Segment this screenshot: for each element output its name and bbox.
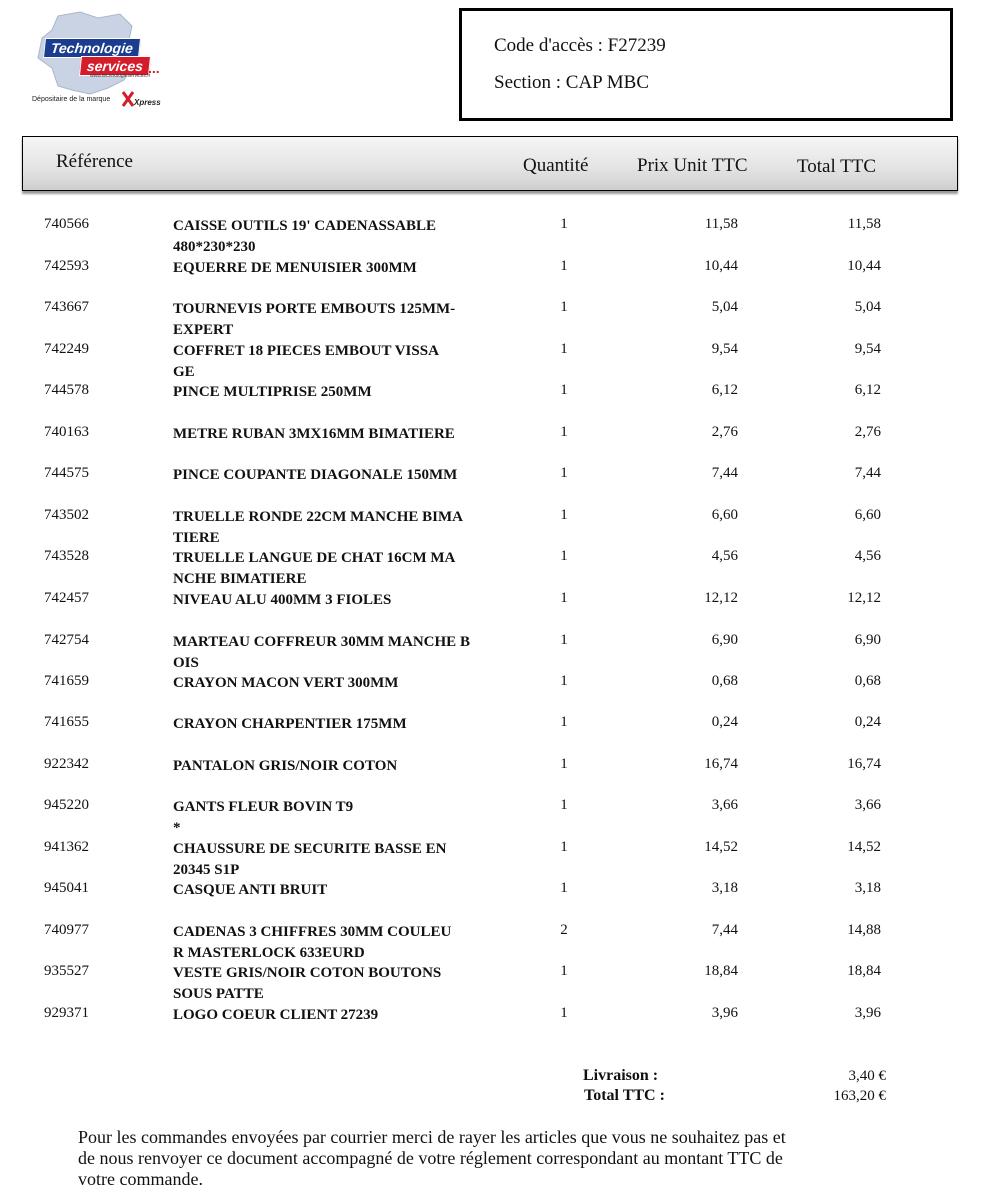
company-logo [28,8,168,108]
item-reference: 744578 [44,382,89,398]
item-total: 6,12 [854,382,881,398]
item-unit-price: 6,60 [711,507,738,523]
item-reference: 740163 [44,424,89,440]
item-description: GANTS FLEUR BOVIN T9 * [173,799,354,836]
logo-depositaire: Dépositaire de la marque [32,96,111,103]
item-reference: 743502 [44,507,89,523]
item-description: MARTEAU COFFREUR 30MM MANCHE B OIS [173,634,470,671]
item-quantity: 1 [560,465,568,481]
delivery-label: Livraison : [583,1067,659,1084]
item-total: 10,44 [847,258,881,274]
item-total: 14,52 [847,839,881,855]
item-total: 18,84 [847,963,881,979]
total-label: Total TTC : [584,1087,665,1104]
item-quantity: 1 [560,590,568,606]
table-row [0,839,983,879]
item-unit-price: 0,24 [711,714,738,730]
item-reference: 941362 [44,839,89,855]
item-total: 3,66 [854,797,881,813]
table-row [0,714,983,754]
item-description: PINCE COUPANTE DIAGONALE 150MM [173,467,458,483]
item-unit-price: 6,12 [711,382,738,398]
table-row [0,963,983,1003]
column-header-reference: Référence [56,151,133,172]
item-total: 3,96 [854,1005,881,1021]
item-quantity: 1 [560,1005,568,1021]
brand-logo-icon [121,90,165,108]
item-quantity: 1 [560,839,568,855]
table-row [0,258,983,298]
item-unit-price: 3,66 [711,797,738,813]
item-total: 0,24 [854,714,881,730]
item-reference: 935527 [44,963,89,979]
column-header-total: Total TTC [797,156,877,177]
table-row [0,922,983,962]
item-reference: 929371 [44,1005,89,1021]
item-quantity: 1 [560,424,568,440]
table-row [0,756,983,796]
item-quantity: 1 [560,797,568,813]
item-quantity: 1 [560,507,568,523]
item-description: COFFRET 18 PIECES EMBOUT VISSA GE [173,343,439,380]
item-total: 11,58 [847,216,881,232]
item-description: EQUERRE DE MENUISIER 300MM [173,260,417,276]
item-total: 2,76 [854,424,881,440]
item-reference: 742249 [44,341,89,357]
item-description: CADENAS 3 CHIFFRES 30MM COULEU R MASTERLOCK 633EURD [173,924,452,961]
item-description: VESTE GRIS/NOIR COTON BOUTONS SOUS PATTE [173,965,442,1002]
access-info-box [459,8,953,121]
item-reference: 740566 [44,216,89,232]
access-section: Section : CAP MBC [494,72,650,93]
table-row [0,632,983,672]
mail-order-note: Pour les commandes envoyées par courrier merci de rayer les articles que vous ne souhaitez pas et de nous renvoyer ce document accompagné de votre réglement correspondant au montant TTC de votre commande. [78,1127,786,1189]
item-total: 4,56 [854,548,881,564]
item-description: CRAYON MACON VERT 300MM [173,675,399,691]
item-description: PANTALON GRIS/NOIR COTON [173,758,398,774]
item-quantity: 1 [560,714,568,730]
item-unit-price: 16,74 [704,756,738,772]
item-reference: 743667 [44,299,89,315]
item-description: CRAYON CHARPENTIER 175MM [173,716,407,732]
table-row [0,1005,983,1045]
item-total: 6,90 [854,632,881,648]
logo-text-line2: services [79,56,151,76]
item-quantity: 1 [560,258,568,274]
item-quantity: 1 [560,216,568,232]
item-unit-price: 4,56 [711,548,738,564]
total-value: 163,20 € [833,1088,886,1104]
item-reference: 742754 [44,632,89,648]
item-unit-price: 3,96 [711,1005,738,1021]
item-unit-price: 10,44 [704,258,738,274]
item-total: 0,68 [854,673,881,689]
item-total: 9,54 [854,341,881,357]
item-reference: 741659 [44,673,89,689]
item-quantity: 1 [560,632,568,648]
table-row [0,382,983,422]
item-quantity: 1 [560,548,568,564]
table-row [0,673,983,713]
item-reference: 742457 [44,590,89,606]
logo-dots: ... [148,60,160,76]
item-reference: 741655 [44,714,89,730]
item-total: 14,88 [847,922,881,938]
item-unit-price: 7,44 [711,465,738,481]
item-total: 12,12 [847,590,881,606]
item-total: 6,60 [854,507,881,523]
item-description: TOURNEVIS PORTE EMBOUTS 125MM- EXPERT [173,301,456,338]
table-row [0,341,983,381]
column-header-unit-price: Prix Unit TTC [637,155,748,176]
item-quantity: 1 [560,299,568,315]
item-reference: 922342 [44,756,89,772]
item-unit-price: 6,90 [711,632,738,648]
item-reference: 742593 [44,258,89,274]
item-quantity: 1 [560,880,568,896]
item-description: CASQUE ANTI BRUIT [173,882,328,898]
item-total: 16,74 [847,756,881,772]
item-description: NIVEAU ALU 400MM 3 FIOLES [173,592,392,608]
item-quantity: 1 [560,673,568,689]
column-header-quantity: Quantité [523,155,589,176]
table-row [0,507,983,547]
table-row [0,299,983,339]
item-reference: 945041 [44,880,89,896]
item-unit-price: 3,18 [711,880,738,896]
item-unit-price: 11,58 [704,216,738,232]
access-code: Code d'accès : F27239 [494,35,666,56]
item-reference: 744575 [44,465,89,481]
item-reference: 945220 [44,797,89,813]
item-total: 3,18 [854,880,881,896]
item-unit-price: 12,12 [704,590,738,606]
table-row [0,424,983,464]
table-row [0,216,983,256]
item-description: LOGO COEUR CLIENT 27239 [173,1007,379,1023]
item-description: CHAUSSURE DE SECURITE BASSE EN 20345 S1P [173,841,447,878]
brand-name: Xpress [134,98,161,107]
item-unit-price: 2,76 [711,424,738,440]
item-description: TRUELLE RONDE 22CM MANCHE BIMA TIERE [173,509,464,546]
item-quantity: 1 [560,756,568,772]
item-description: METRE RUBAN 3MX16MM BIMATIERE [173,426,455,442]
item-total: 7,44 [854,465,881,481]
item-quantity: 1 [560,341,568,357]
item-total: 5,04 [854,299,881,315]
delivery-value: 3,40 € [848,1068,886,1084]
item-unit-price: 18,84 [704,963,738,979]
item-quantity: 1 [560,963,568,979]
item-description: CAISSE OUTILS 19' CADENASSABLE 480*230*230 [173,218,436,255]
item-quantity: 1 [560,382,568,398]
table-row [0,465,983,505]
item-unit-price: 0,68 [711,673,738,689]
item-quantity: 2 [560,922,568,938]
item-unit-price: 7,44 [711,922,738,938]
item-description: PINCE MULTIPRISE 250MM [173,384,372,400]
item-unit-price: 14,52 [704,839,738,855]
item-reference: 740977 [44,922,89,938]
table-row [0,797,983,837]
logo-url: www.technologieservices.fr [90,73,151,79]
table-row [0,548,983,588]
logo-text-line1: Technologie [43,38,141,58]
item-unit-price: 9,54 [711,341,738,357]
table-row [0,590,983,630]
item-description: TRUELLE LANGUE DE CHAT 16CM MA NCHE BIMATIERE [173,550,456,587]
item-reference: 743528 [44,548,89,564]
table-row [0,880,983,920]
item-unit-price: 5,04 [711,299,738,315]
